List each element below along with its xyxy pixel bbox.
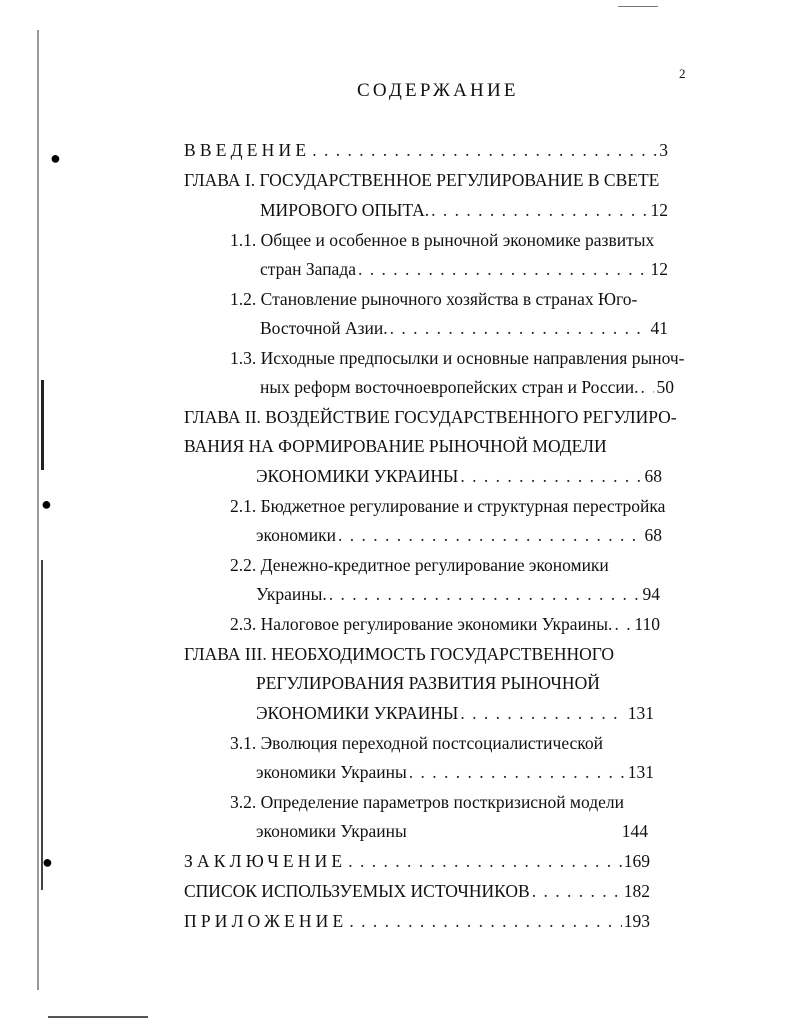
toc-entry-appendix[interactable]: [184, 909, 650, 933]
toc-page: 182: [623, 881, 650, 901]
dot-leader: [349, 909, 621, 933]
toc-section-title[interactable]: 1.3. Исходные предпосылки и основные направления рыноч-: [230, 348, 685, 368]
toc-chapter-title[interactable]: ГЛАВА II. ВОЗДЕЙСТВИЕ ГОСУДАРСТВЕННОГО РЕГУЛИРО-: [184, 407, 677, 427]
toc-chapter-title[interactable]: ВАНИЯ НА ФОРМИРОВАНИЕ РЫНОЧНОЙ МОДЕЛИ: [184, 436, 607, 456]
toc-page: 41: [650, 318, 668, 338]
toc-section-title[interactable]: 1.1. Общее и особенное в рыночной экономике развитых: [230, 230, 655, 250]
toc-label: ЗАКЛЮЧЕНИЕ: [184, 851, 347, 871]
toc-section-title[interactable]: 1.2. Становление рыночного хозяйства в странах Юго-: [230, 289, 638, 309]
dot-leader: [460, 464, 642, 488]
dot-leader: [312, 138, 657, 162]
toc-page: 193: [623, 911, 650, 931]
toc-page: 50: [656, 377, 674, 397]
toc-section-title[interactable]: 3.1. Эволюция переходной постсоциалистической: [230, 733, 604, 753]
toc-entry-sources[interactable]: [184, 879, 650, 903]
dot-leader: [614, 612, 632, 636]
binding-hole-mark: ●: [50, 148, 61, 168]
toc-entry-intro[interactable]: [184, 138, 668, 162]
dot-leader: [532, 879, 622, 903]
toc-page: 131: [627, 703, 654, 723]
toc-page: 94: [642, 584, 660, 604]
toc-page: 12: [650, 259, 668, 279]
scan-top-line: [618, 6, 658, 7]
toc-chapter-title[interactable]: РЕГУЛИРОВАНИЯ РАЗВИТИЯ РЫНОЧНОЙ: [256, 673, 600, 693]
toc-heading: СОДЕРЖАНИЕ: [357, 80, 519, 101]
dot-leader: [358, 257, 649, 281]
toc-entry-conclusion[interactable]: [184, 849, 650, 873]
toc-label: ВВЕДЕНИЕ: [184, 140, 311, 160]
dot-leader: [640, 375, 654, 399]
toc-entry-section[interactable]: [260, 257, 668, 281]
toc-entry-section[interactable]: [260, 316, 668, 340]
dot-leader: [338, 523, 643, 547]
toc-label: ных реформ восточноевропейских стран и России.: [260, 377, 639, 397]
toc-section-title[interactable]: 3.2. Определение параметров посткризисной модели: [230, 792, 625, 812]
toc-label: стран Запада: [260, 259, 356, 279]
toc-entry-section[interactable]: [230, 612, 660, 636]
toc-page: 68: [644, 525, 662, 545]
scan-bottom-line: [48, 1016, 148, 1018]
toc-page: 169: [623, 851, 650, 871]
toc-label: экономики Украины: [256, 821, 407, 841]
toc-label: МИРОВОГО ОПЫТА.: [260, 200, 430, 220]
toc-label: экономики: [256, 525, 336, 545]
dot-leader: [348, 849, 621, 873]
toc-label: Украины.: [256, 584, 327, 604]
toc-page: 144: [621, 821, 648, 841]
toc-chapter-title[interactable]: ГЛАВА I. ГОСУДАРСТВЕННОЕ РЕГУЛИРОВАНИЕ В СВЕТЕ: [184, 170, 660, 190]
toc-label: ЭКОНОМИКИ УКРАИНЫ: [256, 703, 459, 723]
toc-entry-section[interactable]: [256, 760, 654, 784]
toc-entry-section[interactable]: [256, 582, 660, 606]
toc-entry-section[interactable]: [260, 375, 674, 399]
page-number: 2: [679, 66, 686, 81]
toc-section-title[interactable]: 2.2. Денежно-кредитное регулирование экономики: [230, 555, 609, 575]
dot-leader: [390, 316, 649, 340]
toc-page: 131: [627, 762, 654, 782]
toc-entry-section[interactable]: [256, 819, 648, 843]
toc-label: ЭКОНОМИКИ УКРАИНЫ: [256, 466, 459, 486]
scan-edge-line: [41, 560, 43, 890]
toc-label: 2.3. Налоговое регулирование экономики Украины.: [230, 614, 613, 634]
binding-hole-mark: ●: [41, 494, 52, 514]
toc-page: 3: [659, 140, 668, 160]
dot-leader: [409, 760, 626, 784]
toc-label: Восточной Азии.: [260, 318, 388, 338]
toc-page: 12: [650, 200, 668, 220]
toc-entry-chapter-1[interactable]: [260, 198, 668, 222]
toc-chapter-title[interactable]: ГЛАВА III. НЕОБХОДИМОСТЬ ГОСУДАРСТВЕННОГО: [184, 644, 615, 664]
toc-entry-section[interactable]: [256, 523, 662, 547]
scan-edge-line: [41, 380, 44, 470]
toc-section-title[interactable]: 2.1. Бюджетное регулирование и структурная перестройка: [230, 496, 666, 516]
toc-label: ПРИЛОЖЕНИЕ: [184, 911, 348, 931]
toc-page: 68: [644, 466, 662, 486]
scan-edge-line: [37, 30, 39, 990]
dot-leader: [460, 701, 625, 725]
toc-entry-chapter-2[interactable]: [256, 464, 662, 488]
toc-page: 110: [634, 614, 660, 634]
toc-entry-chapter-3[interactable]: [256, 701, 654, 725]
binding-hole-mark: ●: [42, 852, 53, 872]
toc-label: СПИСОК ИСПОЛЬЗУЕМЫХ ИСТОЧНИКОВ: [184, 881, 530, 901]
dot-leader: [431, 198, 648, 222]
toc-label: экономики Украины: [256, 762, 407, 782]
dot-leader: [329, 582, 641, 606]
